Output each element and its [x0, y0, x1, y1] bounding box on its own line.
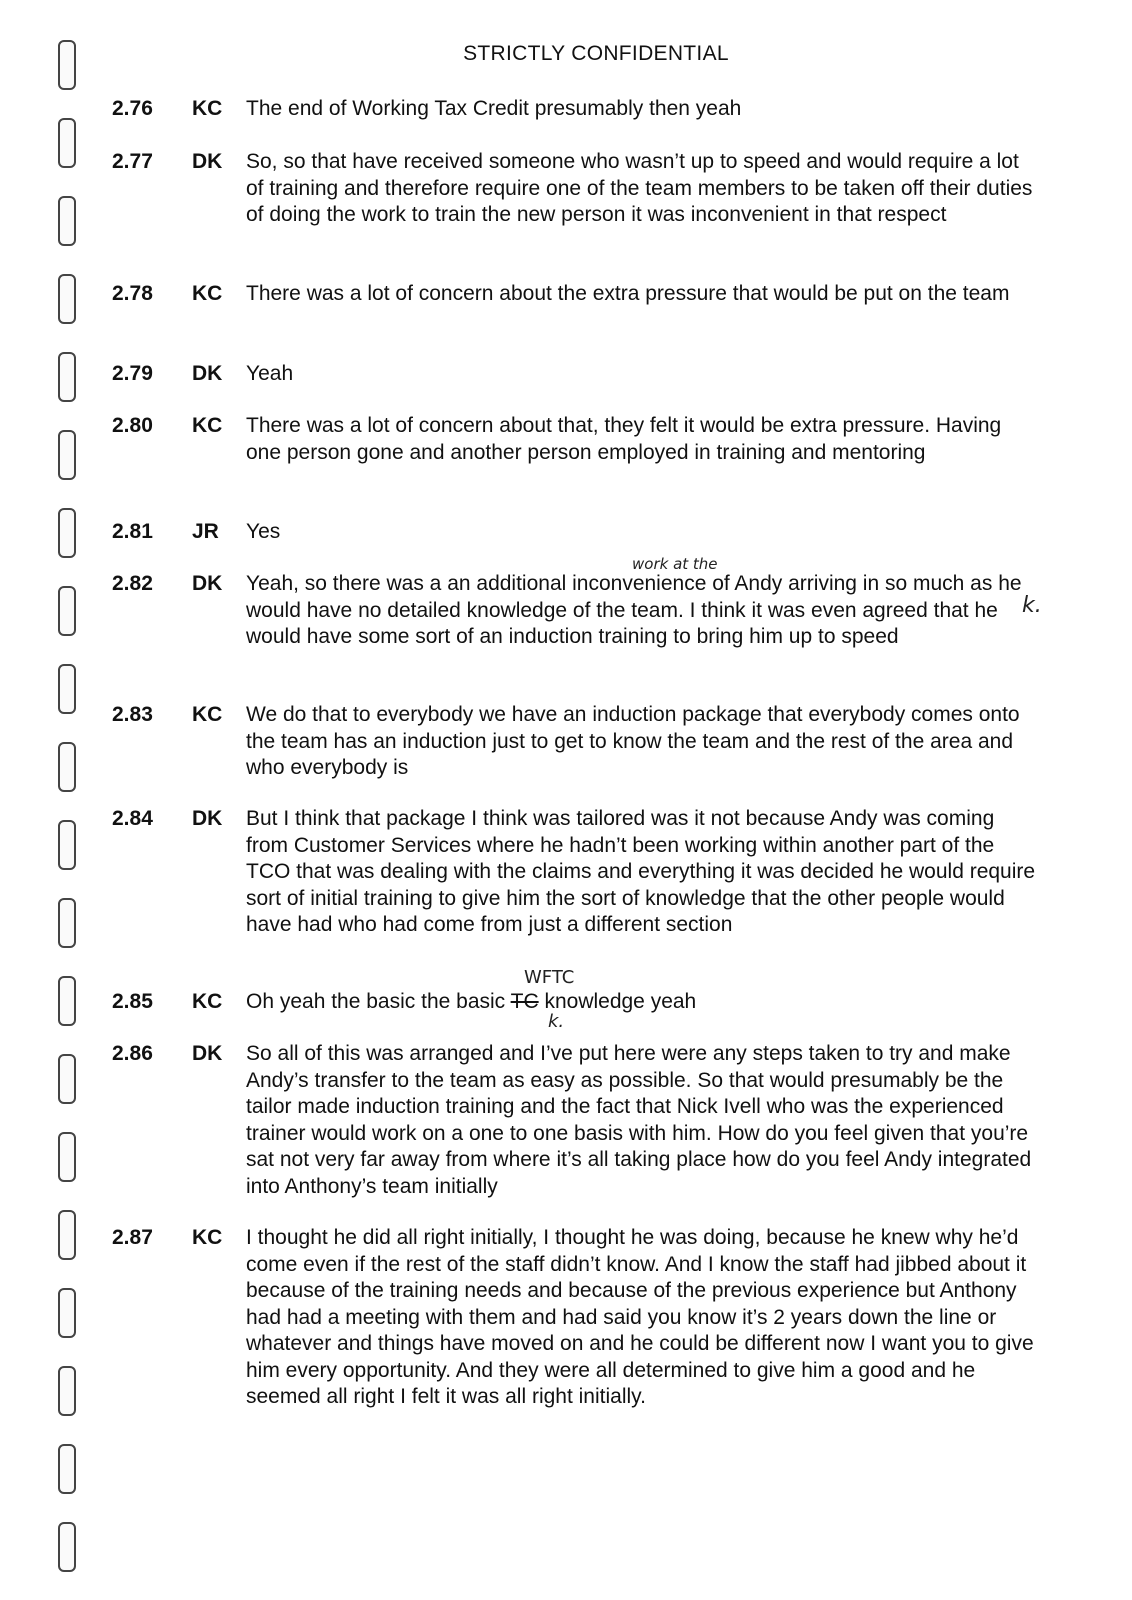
binder-rings: [50, 0, 90, 1600]
speaker-initials: DK: [192, 1042, 223, 1065]
binder-ring: [58, 118, 76, 168]
binder-ring: [58, 352, 76, 402]
speaker-initials: DK: [192, 807, 223, 830]
paragraph-number: 2.76: [112, 97, 153, 120]
handwritten-insertion: WFTC: [524, 967, 575, 988]
speaker-initials: KC: [192, 282, 223, 305]
transcript-text: I thought he did all right initially, I thought he was doing, because he knew why he’d come even if the rest of the staff didn’t know. And I know the staff had jibbed about it because of the training needs and because of the previous experience but Anthony had had a meeting with them and had said you know it’s 2 years down the line or whatever and things have moved on and he could be different now I want you to give him every opportunity. And they were all determined to give him a good and he seemed all right I felt it was all right initially.: [246, 1226, 1034, 1408]
speaker-initials: KC: [192, 990, 223, 1013]
binder-ring: [58, 274, 76, 324]
paragraph-number: 2.82: [112, 572, 153, 595]
paragraph-number: 2.86: [112, 1042, 153, 1065]
binder-ring: [58, 430, 76, 480]
paragraph-number: 2.77: [112, 150, 153, 173]
transcript-text: Yeah: [246, 362, 294, 385]
binder-ring: [58, 1522, 76, 1572]
binder-ring: [58, 1366, 76, 1416]
paragraph-number: 2.85: [112, 990, 153, 1013]
speaker-initials: DK: [192, 572, 223, 595]
speaker-initials: JR: [192, 520, 219, 543]
page-title: STRICTLY CONFIDENTIAL: [463, 42, 729, 65]
binder-ring: [58, 1444, 76, 1494]
transcript-text: So all of this was arranged and I’ve put here were any steps taken to try and make Andy’s transfer to the team as easy as possible. So that would presumably be the tailor made induction training and the fact that Nick Ivell who was the experienced trainer would work on a one to one basis with him. How do you feel given that you’re sat not very far away from where it’s all taking place how do you feel Andy integrated into Anthony’s team initially: [246, 1042, 1032, 1198]
transcript-text: [246, 989, 1036, 1016]
binder-ring: [58, 1210, 76, 1260]
paragraph-number: 2.79: [112, 362, 153, 385]
transcript-text: But I think that package I think was tailored was it not because Andy was coming from Customer Services where he hadn’t been working within another part of the TCO that was dealing with the claims and everything it was decided he would require sort of initial training to give him the sort of knowledge that the other people would have had who had come from just a different section: [246, 807, 1036, 936]
binder-ring: [58, 1288, 76, 1338]
transcript-text: Yes: [246, 520, 281, 543]
binder-ring: [58, 820, 76, 870]
paragraph-number: 2.78: [112, 282, 153, 305]
handwritten-initials: k.: [1022, 593, 1042, 618]
struck-text: TC: [510, 990, 539, 1013]
speaker-initials: DK: [192, 150, 223, 173]
transcript-text: So, so that have received someone who wasn’t up to speed and would require a lot of training and therefore require one of the team members to be taken off their duties of doing the work to train the new person it was inconvenient in that respect: [246, 150, 1033, 226]
handwritten-insertion: work at the: [632, 555, 718, 573]
binder-ring: [58, 1132, 76, 1182]
paragraph-number: 2.83: [112, 703, 153, 726]
binder-ring: [58, 976, 76, 1026]
text-after: knowledge yeah: [538, 990, 697, 1013]
binder-ring: [58, 1054, 76, 1104]
binder-ring: [58, 742, 76, 792]
speaker-initials: KC: [192, 703, 223, 726]
paragraph-number: 2.80: [112, 414, 153, 437]
handwritten-initials: k.: [548, 1011, 565, 1032]
binder-ring: [58, 664, 76, 714]
paragraph-number: 2.81: [112, 520, 153, 543]
transcript-text: We do that to everybody we have an induction package that everybody comes onto the team has an induction just to get to know the team and the rest of the area and who everybody is: [246, 703, 1020, 779]
text-before: Oh yeah the basic the basic: [246, 990, 511, 1013]
binder-ring: [58, 508, 76, 558]
paragraph-number: 2.87: [112, 1226, 153, 1249]
binder-ring: [58, 898, 76, 948]
binder-ring: [58, 586, 76, 636]
transcript-text: There was a lot of concern about the extra pressure that would be put on the team: [246, 282, 1010, 305]
transcript-text: There was a lot of concern about that, they felt it would be extra pressure. Having one person gone and another person employed in training and mentoring: [246, 414, 1002, 464]
paragraph-number: 2.84: [112, 807, 153, 830]
speaker-initials: KC: [192, 97, 223, 120]
speaker-initials: KC: [192, 414, 223, 437]
transcript-text: The end of Working Tax Credit presumably then yeah: [246, 97, 742, 120]
speaker-initials: KC: [192, 1226, 223, 1249]
binder-ring: [58, 196, 76, 246]
speaker-initials: DK: [192, 362, 223, 385]
transcript-text: Yeah, so there was a an additional inconvenience of Andy arriving in so much as he would have no detailed knowledge of the team. I think it was even agreed that he would have some sort of an induction training to bring him up to speed: [246, 572, 1022, 648]
